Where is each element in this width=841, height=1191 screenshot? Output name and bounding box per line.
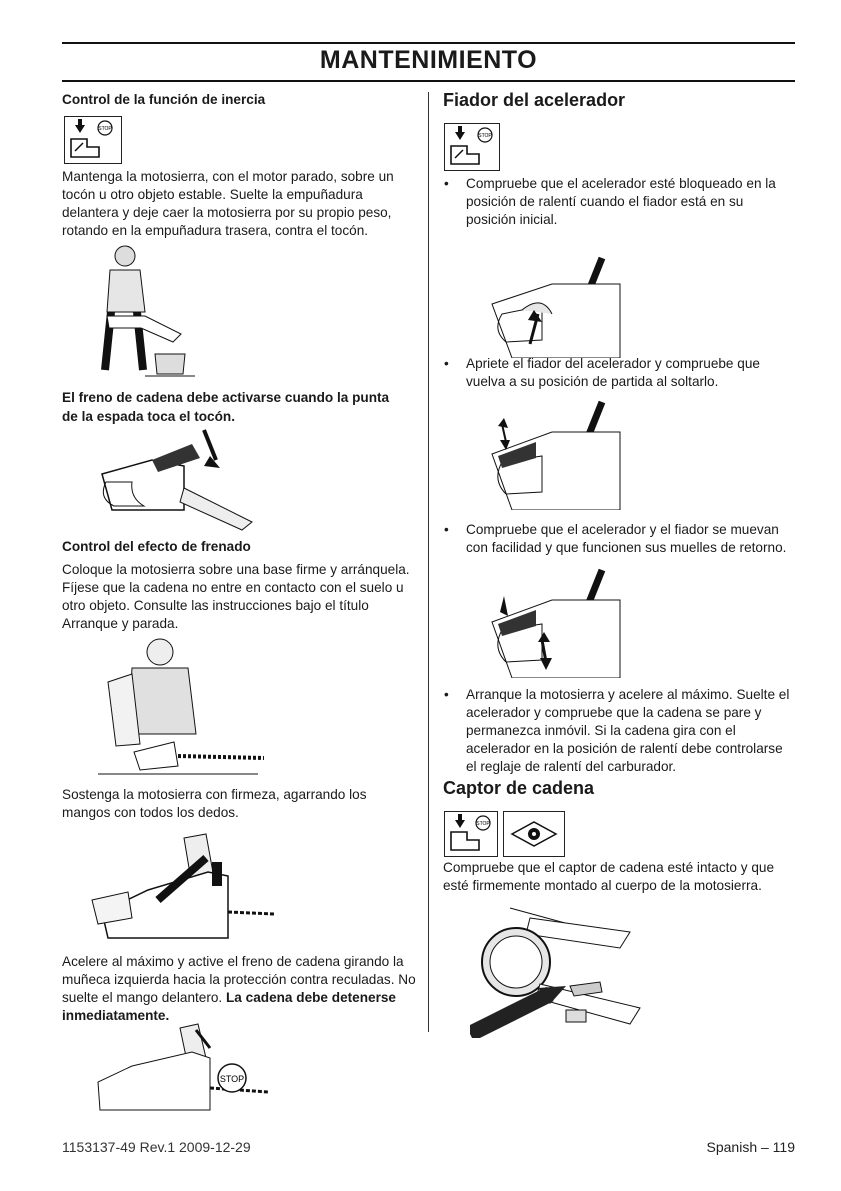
svg-text:STOP: STOP [98,126,112,132]
effect-text: Coloque la motosierra sobre una base firme y arránquela. Fíjese que la cadena no entre en contacto con el suelo u otro objeto. Consulte las instrucciones bajo el título Arranque y parada. [62,562,410,631]
accel-bold: La cadena debe detenerse inmediatamente. [62,990,396,1023]
springs-illustration [482,566,622,678]
brake-note: El freno de cadena debe activarse cuando la punta de la espada toca el tocón. [62,390,390,424]
bullet-throttle-locked: • Compruebe que el acelerador esté bloqueado en la posición de ralentí cuando el fiador está en su posición inicial. [444,176,776,227]
inertia-text: Mantenga la motosierra, con el motor parado, sobre un tocón u otro objeto estable. Suelte la empuñadura delantera y deje caer la motosierra por su propio peso, rotando en la empuñadura trasera, contra el tocón. [62,169,394,238]
bullet-springs-text: Compruebe que el acelerador y el fiador se muevan con facilidad y que funcionen sus muelles de retorno. [466,522,787,555]
bullet-idle-check: • Arranque la motosierra y acelere al máximo. Suelte el acelerador y compruebe que la cadena se pare y permanezca inmóvil. Si la cadena gira con el acelerador en la posición de ralentí debe controlarse el reglaje de ralentí del carburador. [444,687,790,774]
visual-inspection-icon [503,811,565,857]
maintenance-stop-icon [444,123,500,171]
lock-press-illustration [482,398,622,510]
svg-text:STOP: STOP [478,133,492,139]
maintenance-stop-icon [444,811,498,857]
lock-heading: Fiador del acelerador [443,90,626,110]
maintenance-stop-icon [64,116,122,164]
chain-catcher-illustration [470,898,650,1038]
stop-sign-label: STOP [219,1074,245,1084]
hold-text: Sostenga la motosierra con firmeza, agarrando los mangos con todos los dedos. [62,787,367,820]
effect-heading: Control del efecto de frenado [62,539,251,554]
column-divider [428,92,429,1032]
accel-text-body: Acelere al máximo y active el freno de cadena girando la muñeca izquierda hacia la protección contra reculadas. No suelte el mango delantero. [62,954,416,1005]
brake-activation-illustration [92,1022,272,1114]
page-number: Spanish – 119 [706,1139,795,1155]
bullet-springs: • Compruebe que el acelerador y el fiador se muevan con facilidad y que funcionen sus muelles de retorno. [444,522,787,555]
bullet-idle-check-text: Arranque la motosierra y acelere al máximo. Suelte el acelerador y compruebe que la cadena se pare y permanezca inmóvil. Si la cadena gira con el acelerador en la posición de ralentí debe controlarse el reglaje de ralentí del carburador. [466,687,790,774]
svg-text:STOP: STOP [476,821,490,827]
grip-illustration [88,828,278,948]
inertia-heading: Control de la función de inercia [62,92,266,107]
header-rule-top [62,42,795,44]
page-title: MANTENIMIENTO [319,46,538,74]
inertia-test-illustration [85,242,195,384]
bullet-lock-return-text: Apriete el fiador del acelerador y compruebe que vuelva a su posición de partida al soltarlo. [466,356,760,389]
brake-test-illustration [88,634,268,780]
catcher-heading: Captor de cadena [443,778,595,798]
throttle-idle-illustration [482,254,622,358]
bullet-throttle-locked-text: Compruebe que el acelerador esté bloqueado en la posición de ralentí cuando el fiador está en su posición inicial. [466,176,776,227]
accel-text [62,953,417,1025]
doc-id: 1153137-49 Rev.1 2009-12-29 [62,1139,251,1155]
catcher-text: Compruebe que el captor de cadena esté intacto y que esté firmemente montado al cuerpo de la motosierra. [443,860,775,893]
header-rule-bottom [62,80,795,82]
bullet-lock-return: • Apriete el fiador del acelerador y compruebe que vuelva a su posición de partida al soltarlo. [444,356,760,389]
brake-tip-illustration [92,426,262,536]
